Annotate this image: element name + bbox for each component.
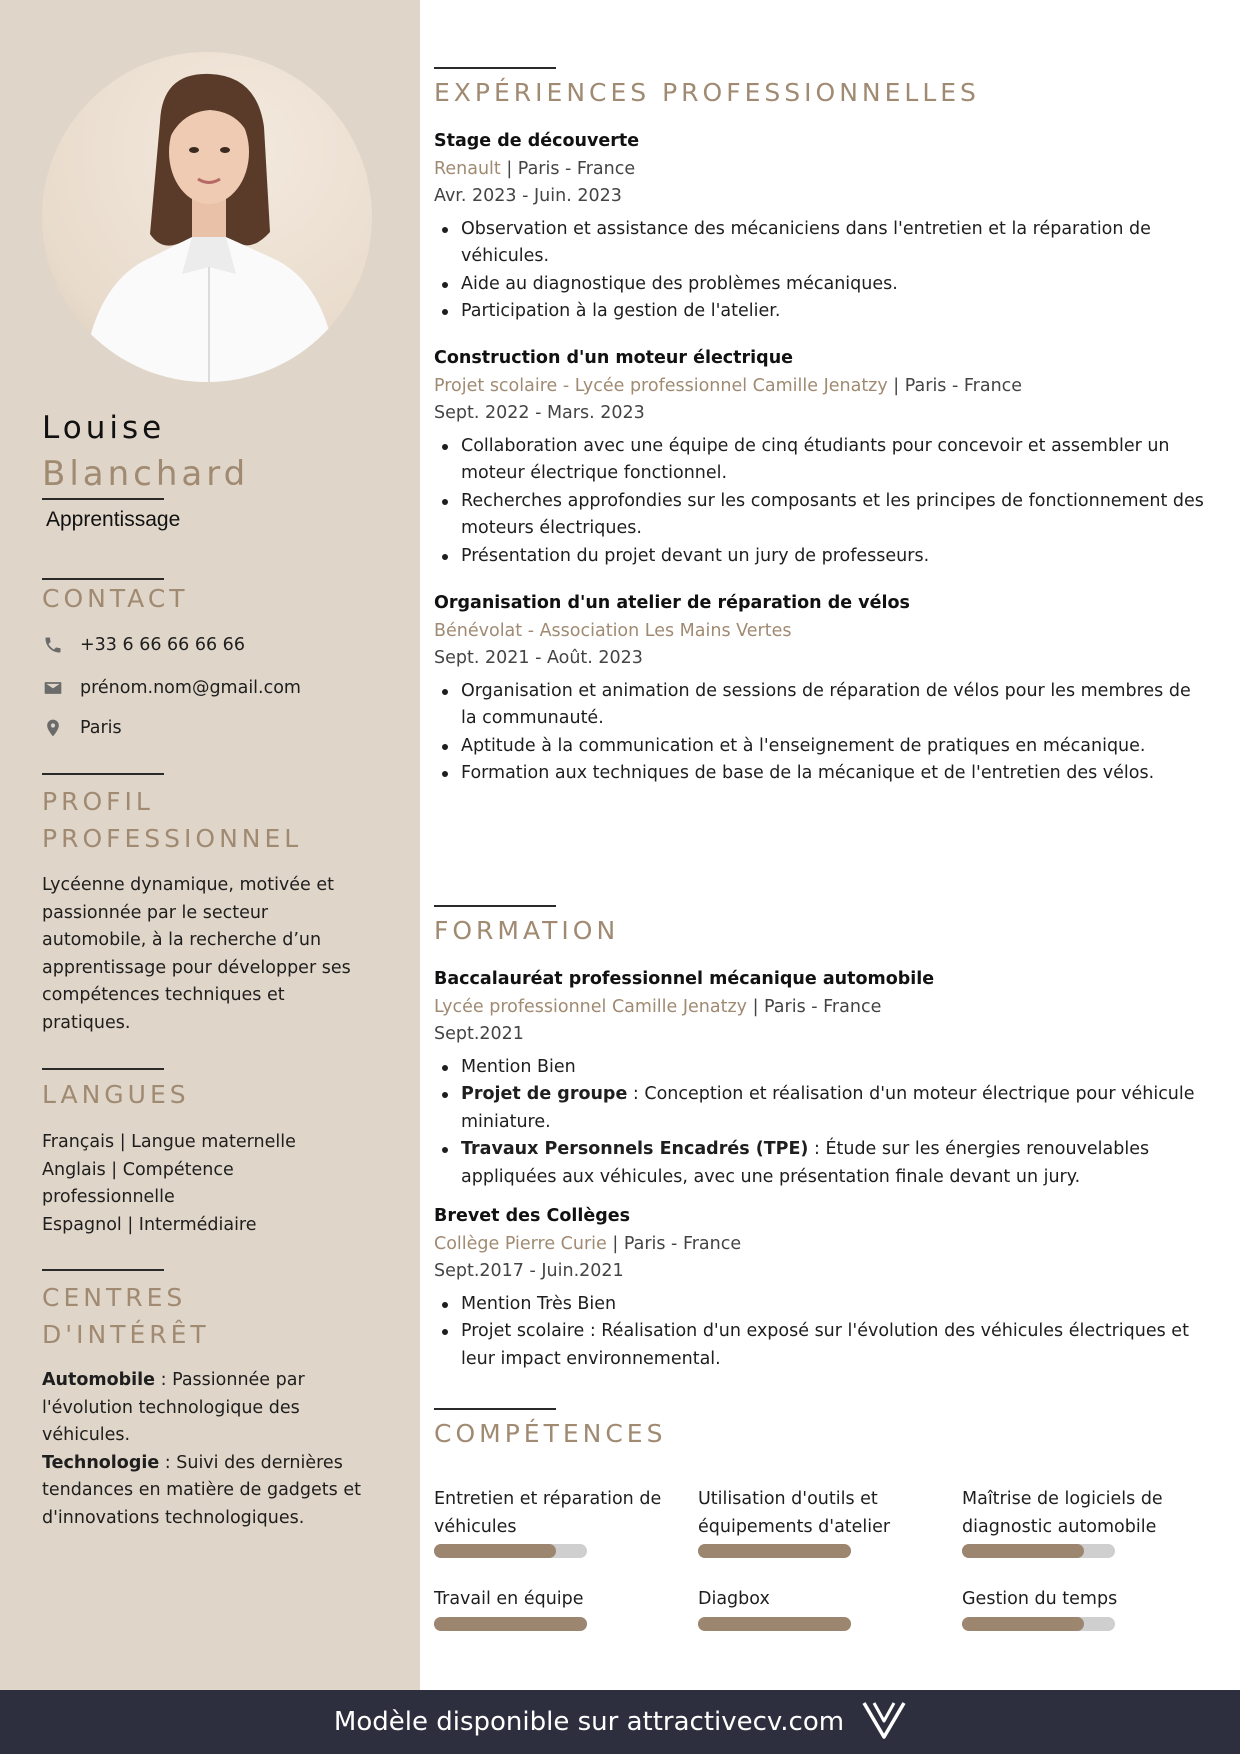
- entry-bullets: [434, 433, 1204, 571]
- skill-bar-fill: [962, 1544, 1084, 1558]
- location-pin-icon: [42, 717, 64, 739]
- skill-item: [434, 1486, 664, 1558]
- bullet-text: Projet scolaire : Réalisation d'un exposé sur l'évolution des véhicules électriques et leur impact environnemental.: [461, 1321, 1189, 1369]
- bullet-bold: Projet de groupe: [461, 1084, 628, 1104]
- entry-title: Organisation d'un atelier de réparation de vélos: [434, 593, 910, 613]
- skill-item: [962, 1486, 1192, 1558]
- first-name: Louise: [42, 410, 166, 446]
- bullet-item: Observation et assistance des mécaniciens dans l'entretien et la réparation de véhicules.: [434, 216, 1204, 271]
- mail-icon: [42, 677, 64, 699]
- interet-item: [42, 1450, 362, 1533]
- entry-place: | Paris - France: [747, 996, 882, 1017]
- skill-bar-fill: [698, 1617, 851, 1631]
- langues-heading: LANGUES: [42, 1080, 190, 1109]
- interets-list: [42, 1367, 362, 1532]
- entry-date: Sept.2021: [434, 1024, 524, 1044]
- entry-org: [434, 994, 1204, 1022]
- interet-text: : Suivi des dernières tendances en matière de gadgets et d'innovations technologiques.: [42, 1452, 361, 1528]
- interet-label: Technologie: [42, 1452, 160, 1473]
- profil-heading-line1: PROFIL: [42, 787, 154, 816]
- experience-entry: [434, 590, 1204, 788]
- skill-label: Maîtrise de logiciels de diagnostic automobile: [962, 1489, 1163, 1537]
- sidebar: [0, 0, 420, 1690]
- skill-item: [698, 1586, 928, 1631]
- skill-bar: [698, 1617, 851, 1631]
- bullet-item: Recherches approfondies sur les composants et les principes de fonctionnement des moteurs électriques.: [434, 488, 1204, 543]
- entry-date: Sept. 2021 - Août. 2023: [434, 648, 643, 668]
- skill-bar: [962, 1617, 1115, 1631]
- entry-org: [434, 1231, 1204, 1259]
- contact-email: [42, 677, 301, 699]
- bullet-item: Collaboration avec une équipe de cinq étudiants pour concevoir et assembler un moteur électrique fonctionnel.: [434, 433, 1204, 488]
- bullet-item: [434, 1081, 1204, 1136]
- entry-title: Brevet des Collèges: [434, 1206, 631, 1226]
- skill-bar: [698, 1544, 851, 1558]
- bullet-item: [434, 1291, 1204, 1319]
- contact-heading: CONTACT: [42, 584, 189, 613]
- entry-date: Avr. 2023 - Juin. 2023: [434, 186, 622, 206]
- entry-org-name: Projet scolaire - Lycée professionnel Camille Jenatzy: [434, 375, 888, 396]
- competences-heading: COMPÉTENCES: [434, 1419, 667, 1448]
- langues-divider: [42, 1068, 164, 1070]
- profile-photo: [42, 52, 372, 382]
- profil-heading: [42, 783, 302, 857]
- profile-photo-illustration: [42, 52, 372, 382]
- contact-location: [42, 717, 122, 739]
- name-divider: [42, 498, 164, 500]
- location-text: Paris: [80, 718, 122, 738]
- formation-entry: [434, 1203, 1204, 1373]
- entry-place: | Paris - France: [500, 158, 636, 179]
- attractivecv-logo-icon: [862, 1701, 906, 1743]
- bullet-text: Mention Très Bien: [461, 1293, 617, 1314]
- contact-phone: [42, 634, 245, 656]
- entry-bullets: [434, 1054, 1204, 1192]
- entry-org-name: Renault: [434, 158, 501, 179]
- skill-item: [698, 1486, 928, 1558]
- interet-item: [42, 1367, 362, 1450]
- bullet-item: Aide au diagnostique des problèmes mécaniques.: [434, 271, 1204, 299]
- bullet-item: Organisation et animation de sessions de réparation de vélos pour les membres de la communauté.: [434, 678, 1204, 733]
- interets-heading-line2: D'INTÉRÊT: [42, 1320, 210, 1349]
- competences-divider: [434, 1408, 556, 1410]
- skill-label: Travail en équipe: [434, 1589, 584, 1609]
- skill-item: [962, 1586, 1192, 1631]
- interets-heading-line1: CENTRES: [42, 1283, 187, 1312]
- entry-date: Sept.2017 - Juin.2021: [434, 1261, 624, 1281]
- entry-org: [434, 373, 1204, 401]
- footer-link-text[interactable]: Modèle disponible sur attractivecv.com: [333, 1707, 845, 1737]
- entry-bullets: [434, 678, 1204, 788]
- experiences-heading: EXPÉRIENCES PROFESSIONNELLES: [434, 78, 980, 107]
- phone-text: +33 6 66 66 66 66: [80, 635, 245, 655]
- entry-bullets: [434, 216, 1204, 326]
- formation-heading: FORMATION: [434, 916, 620, 945]
- langue-item: Anglais | Compétence professionnelle: [42, 1159, 234, 1207]
- skill-bar-fill: [962, 1617, 1084, 1631]
- bullet-item: Formation aux techniques de base de la mécanique et de l'entretien des vélos.: [434, 760, 1204, 788]
- skill-label: Gestion du temps: [962, 1589, 1118, 1609]
- entry-date: Sept. 2022 - Mars. 2023: [434, 403, 645, 423]
- skill-bar-fill: [698, 1544, 851, 1558]
- experiences-divider: [434, 67, 556, 69]
- interet-text: : Passionnée par l'évolution technologique des véhicules.: [42, 1370, 305, 1445]
- entry-org: [434, 618, 1204, 646]
- experience-entry: [434, 128, 1204, 326]
- formation-entry: [434, 966, 1204, 1191]
- bullet-text: : Étude sur les énergies renouvelables appliquées aux véhicules, avec une présentation finale devant un jury.: [461, 1139, 1150, 1187]
- skill-bar: [434, 1617, 587, 1631]
- job-title: Apprentissage: [46, 508, 181, 531]
- interets-divider: [42, 1269, 164, 1271]
- entry-org: [434, 156, 1204, 184]
- bullet-item: [434, 1318, 1204, 1373]
- entry-org-name: Collège Pierre Curie: [434, 1233, 607, 1254]
- bullet-item: Participation à la gestion de l'atelier.: [434, 298, 1204, 326]
- bullet-item: [434, 1136, 1204, 1191]
- experience-entry: [434, 345, 1204, 570]
- entry-place: | Paris - France: [606, 1233, 742, 1254]
- bullet-item: Aptitude à la communication et à l'enseignement de pratiques en mécanique.: [434, 733, 1204, 761]
- bullet-text: Mention Bien: [461, 1056, 576, 1077]
- bullet-bold: Travaux Personnels Encadrés (TPE): [461, 1139, 809, 1159]
- entry-org-name: Lycée professionnel Camille Jenatzy: [434, 996, 748, 1017]
- profil-divider: [42, 773, 164, 775]
- entry-bullets: [434, 1291, 1204, 1374]
- interets-heading: [42, 1279, 210, 1353]
- formation-divider: [434, 905, 556, 907]
- langue-item: Français | Langue maternelle: [42, 1132, 296, 1152]
- bullet-item: [434, 1054, 1204, 1082]
- skill-bar-fill: [434, 1544, 556, 1558]
- profil-text: Lycéenne dynamique, motivée et passionnée par le secteur automobile, à la recherche d’un apprentissage pour développer ses compétences techniques et pratiques.: [42, 875, 351, 1033]
- last-name: Blanchard: [42, 454, 250, 494]
- interet-label: Automobile: [42, 1370, 156, 1390]
- skill-bar-fill: [434, 1617, 587, 1631]
- skill-bar: [962, 1544, 1115, 1558]
- profil-heading-line2: PROFESSIONNEL: [42, 824, 303, 853]
- skill-label: Utilisation d'outils et équipements d'atelier: [698, 1489, 891, 1537]
- skill-item: [434, 1586, 664, 1631]
- bullet-item: Présentation du projet devant un jury de professeurs.: [434, 543, 1204, 571]
- entry-place: | Paris - France: [887, 375, 1023, 396]
- entry-org-name: Bénévolat - Association Les Mains Vertes: [434, 620, 792, 641]
- email-text: prénom.nom@gmail.com: [80, 678, 301, 698]
- entry-title: Stage de découverte: [434, 131, 640, 151]
- langues-list: [42, 1129, 362, 1239]
- footer-banner: [0, 1690, 1240, 1754]
- bullet-text: : Conception et réalisation d'un moteur électrique pour véhicule miniature.: [461, 1084, 1195, 1132]
- entry-title: Baccalauréat professionnel mécanique automobile: [434, 969, 935, 989]
- skill-label: Entretien et réparation de véhicules: [434, 1489, 662, 1537]
- langue-item: Espagnol | Intermédiaire: [42, 1214, 257, 1235]
- skill-label: Diagbox: [698, 1589, 770, 1609]
- entry-title: Construction d'un moteur électrique: [434, 348, 794, 368]
- phone-icon: [42, 634, 64, 656]
- skill-bar: [434, 1544, 587, 1558]
